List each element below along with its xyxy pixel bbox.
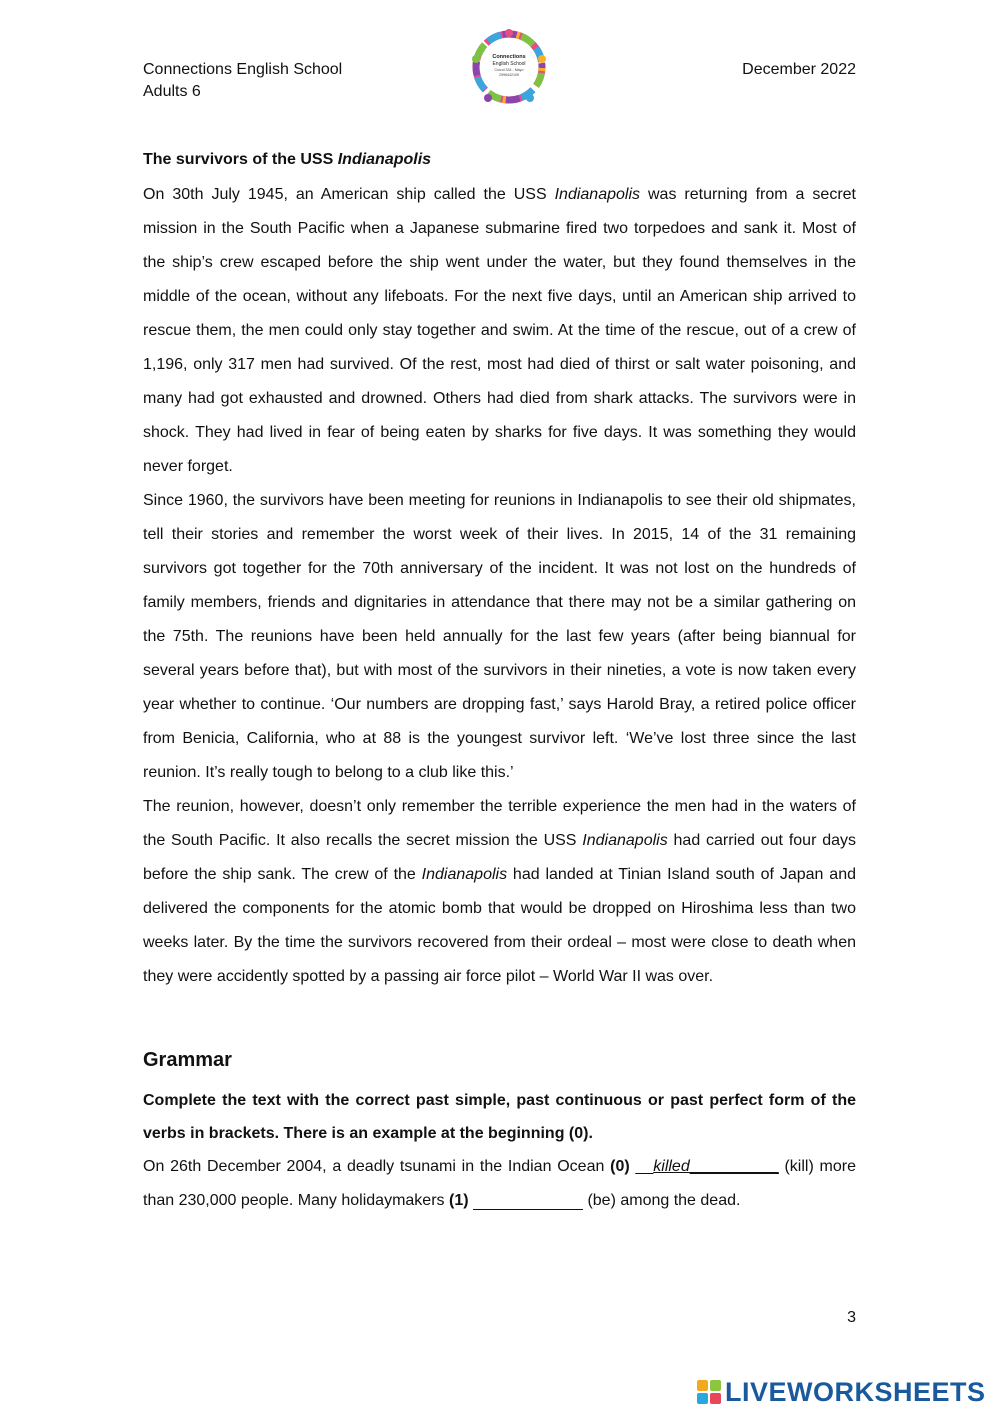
article-paragraph-3: The reunion, however, doesn’t only remember the terrible experience the men had in the waters of the South Pacific. It also recalls the secret mission the USS Indianapolis had carried out four days before the ship sank. The crew of the Indianapolis had landed at Tinian Island south of Japan and delivered the components for the atomic bomb that would be dropped on Hiroshima less than two weeks later. By the time the survivors recovered from their ordeal – most were close to death when they were accidently spotted by a passing air force pilot – World War II was over.	[143, 798, 857, 985]
logo-line-4: 2996442105	[499, 73, 519, 77]
logo-line-3: Cuicui 334 - Mayo	[494, 68, 524, 72]
item-number-1: (1)	[448, 1192, 469, 1209]
grammar-heading: Grammar	[143, 1049, 232, 1071]
document-body	[143, 148, 856, 1218]
article-title: The survivors of the USS Indianapolis	[143, 151, 432, 168]
liveworksheets-logo-icon	[697, 1380, 721, 1404]
answer-input-1[interactable]	[473, 1192, 583, 1210]
header-date: December 2022	[742, 61, 856, 78]
article-paragraph-2: Since 1960, the survivors have been meeting for reunions in Indianapolis to see their old shipmates, tell their stories and remember the worst week of their lives. In 2015, 14 of the 31 remaining survivors got together for the 70th anniversary of the incident. It was not lost on the hundreds of family members, friends and dignitaries in attendance that there may not be a similar gathering on the 75th. The reunions have been held annually for the last few years (after being biannual for several years before that), but with most of the survivors in their nineties, a vote is now taken every year whether to continue. ‘Our numbers are dropping fast,’ says Harold Bray, a retired police officer from Benicia, California, who at 88 is the youngest survivor left. ‘We’ve lost three since the last reunion. It’s really tough to belong to a club like this.’	[143, 492, 856, 781]
item-number-0: (0)	[610, 1158, 630, 1175]
grammar-instruction: Complete the text with the correct past simple, past continuous or past perfect form of the verbs in brackets. There is an example at the beginning (0).	[143, 1092, 856, 1142]
course-level: Adults 6	[143, 83, 201, 100]
article-paragraph-1: On 30th July 1945, an American ship called the USS Indianapolis was returning from a secret mission in the South Pacific when a Japanese submarine fired two torpedoes and sank it. Most of the ship’s crew escaped before the ship went under the water, but they found themselves in the middle of the ocean, without any lifeboats. For the next five days, until an American ship arrived to rescue them, the men could only stay together and swim. At the time of the rescue, out of a crew of 1,196, only 317 men had survived. Of the rest, most had died of thirst or salt water poisoning, and many had got exhausted and drowned. Others had died from shark attacks. The survivors were in shock. They had lived in fear of being eaten by sharks for five days. It was something they would never forget.	[143, 186, 857, 475]
header-left	[143, 59, 342, 103]
school-logo	[468, 26, 550, 108]
school-name: Connections English School	[143, 61, 343, 78]
grammar-exercise-text: On 26th December 2004, a deadly tsunami in the Indian Ocean (0) __killed__________ (kill) more than 230,000 people. Many holidaymakers (1) (be) among the dead.	[143, 1158, 857, 1209]
logo-line-2: English School	[492, 61, 526, 67]
example-answer: killed	[653, 1158, 690, 1175]
logo-line-1: Connections	[492, 54, 526, 60]
liveworksheets-brand	[697, 1376, 986, 1408]
page-number: 3	[847, 1309, 856, 1326]
liveworksheets-wordmark: LIVEWORKSHEETS	[725, 1376, 986, 1407]
